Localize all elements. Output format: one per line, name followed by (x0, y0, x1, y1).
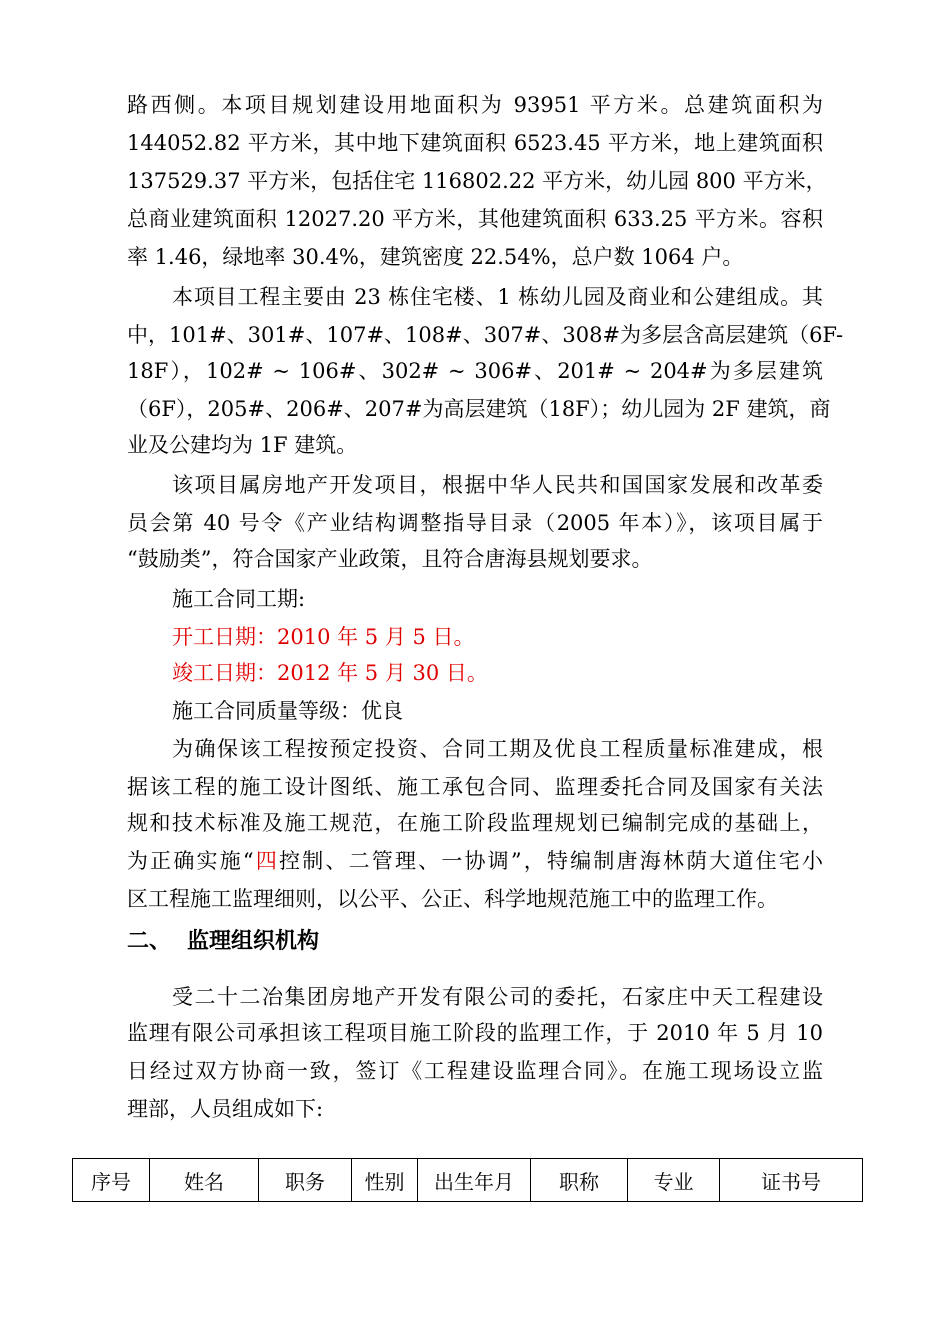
paragraph-line: 144052.82 平方米，其中地下建筑面积 6523.45 平方米，地上建筑面积 (127, 131, 823, 155)
paragraph-line: 理部，人员组成如下: (127, 1097, 324, 1121)
paragraph-line: 监理有限公司承担该工程项目施工阶段的监理工作，于 2010 年 5 月 10 (127, 1021, 823, 1045)
paragraph-line: “鼓励类”，符合国家产业政策，且符合唐海县规划要求。 (127, 547, 653, 571)
contract-end-date: 竣工日期：2012 年 5 月 30 日。 (172, 661, 488, 685)
paragraph-line: 该项目属房地产开发项目，根据中华人民共和国国家发展和改革委 (172, 473, 823, 497)
table-header-cell: 出生年月 (418, 1159, 531, 1202)
paragraph-line: 日经过双方协商一致，签订《工程建设监理合同》。在施工现场设立监 (127, 1059, 823, 1083)
paragraph-line: 员会第 40 号令《产业结构调整指导目录（2005 年本）》，该项目属于 (127, 511, 823, 535)
table-header-cell: 姓名 (150, 1159, 259, 1202)
paragraph-line: 总商业建筑面积 12027.20 平方米，其他建筑面积 633.25 平方米。容积 (127, 207, 823, 231)
table-header-cell: 性别 (352, 1159, 418, 1202)
paragraph-line (127, 846, 823, 876)
text-span: 为正确实施“ (127, 849, 254, 873)
paragraph-line: 率 1.46，绿地率 30.4%，建筑密度 22.54%，总户数 1064 户。 (127, 245, 744, 269)
section-title: 监理组织机构 (187, 929, 320, 954)
paragraph-line: 业及公建均为 1F 建筑。 (127, 433, 358, 457)
paragraph-line: 规和技术标准及施工规范，在施工阶段监理规划已编制完成的基础上， (127, 811, 823, 835)
contract-quality: 施工合同质量等级：优良 (172, 699, 403, 723)
contract-period-label: 施工合同工期: (172, 587, 306, 611)
table-header-row (73, 1159, 863, 1202)
section-heading (127, 926, 319, 958)
paragraph-line: 中，101#、301#、107#、108#、307#、308#为多层含高层建筑（6F- (127, 323, 844, 347)
highlight-text: 四 (253, 849, 280, 873)
paragraph-line: 为确保该工程按预定投资、合同工期及优良工程质量标准建成，根 (172, 737, 823, 761)
paragraph-line: （6F），205#、206#、207#为高层建筑（18F）；幼儿园为 2F 建筑，商 (127, 397, 831, 421)
paragraph-line: 18F），102# ~ 106#、302# ~ 306#、201# ~ 204#为多层建筑 (127, 359, 823, 383)
contract-start-date: 开工日期：2010 年 5 月 5 日。 (172, 625, 475, 649)
paragraph-line: 受二十二冶集团房地产开发有限公司的委托，石家庄中天工程建设 (172, 985, 823, 1009)
staff-table (72, 1158, 863, 1202)
paragraph-line: 据该工程的施工设计图纸、施工承包合同、监理委托合同及国家有关法 (127, 775, 823, 799)
paragraph-line: 区工程施工监理细则，以公平、公正、科学地规范施工中的监理工作。 (127, 887, 778, 911)
section-number: 二、 (127, 929, 172, 954)
text-span: 控制、二管理、一协调”，特编制唐海林荫大道住宅小 (279, 849, 823, 873)
table-header-cell: 专业 (628, 1159, 720, 1202)
table-header-cell: 职称 (531, 1159, 628, 1202)
table-header-cell: 职务 (259, 1159, 352, 1202)
paragraph-line: 137529.37 平方米，包括住宅 116802.22 平方米，幼儿园 800 平方米， (127, 169, 827, 193)
table-header-cell: 证书号 (720, 1159, 863, 1202)
paragraph-line: 路西侧。本项目规划建设用地面积为 93951 平方米。总建筑面积为 (127, 93, 823, 117)
table-header-cell: 序号 (73, 1159, 150, 1202)
paragraph-line: 本项目工程主要由 23 栋住宅楼、1 栋幼儿园及商业和公建组成。其 (172, 285, 823, 309)
